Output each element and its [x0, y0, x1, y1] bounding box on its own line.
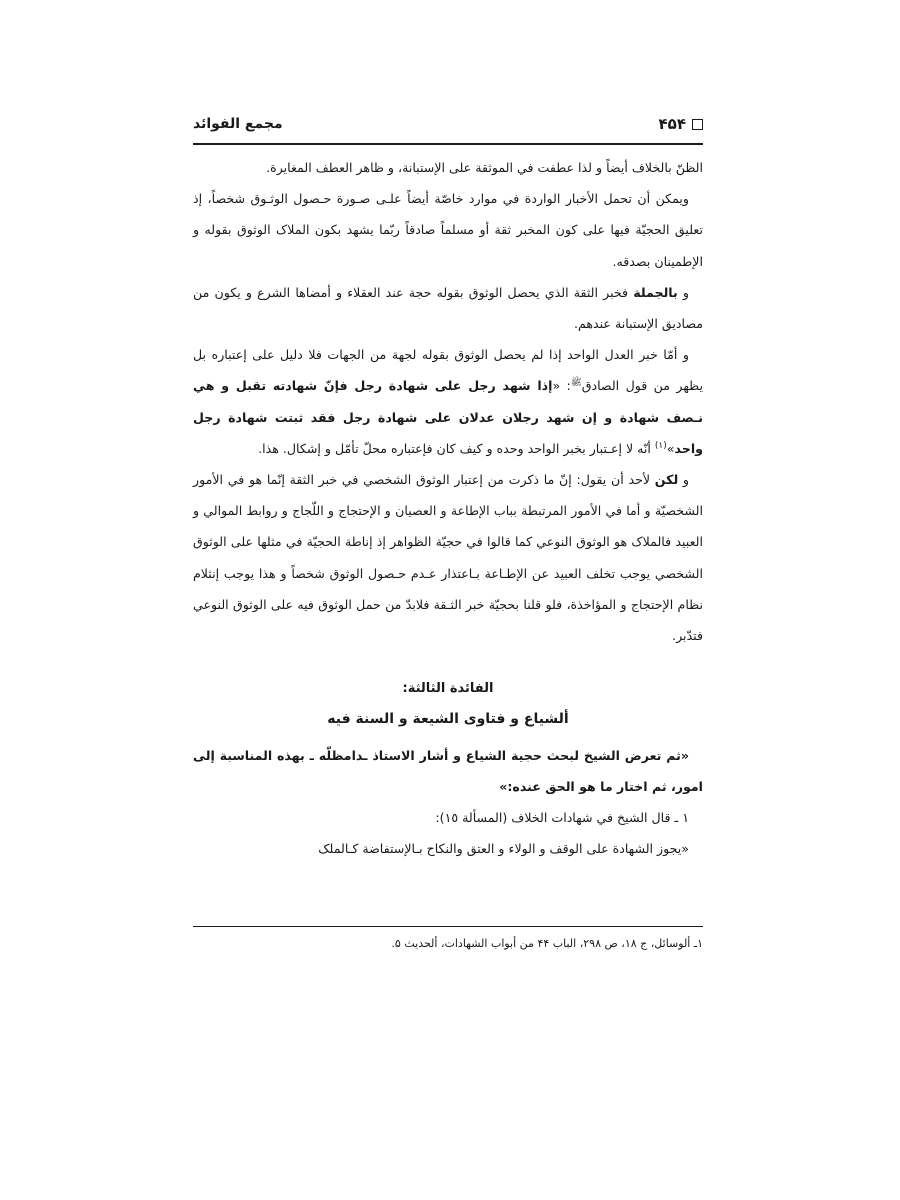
paragraph-5: [193, 464, 703, 651]
paragraph-5-bold: لكن: [654, 472, 679, 488]
paragraph-3: [193, 277, 703, 339]
page-number: ۴۵۴: [658, 115, 686, 133]
editor-note: «ثم تعرض الشيخ لبحث حجية الشياع و أشار الاستاذ ـدامظلّه ـ بهذه المناسبة إلى امور، ثم اختار ما هو الحق عنده:»: [193, 747, 703, 794]
main-text: [193, 152, 703, 864]
paragraph-4-close-quote: »: [666, 440, 675, 456]
header-divider: [193, 143, 703, 145]
book-title: مجمع الفوائد: [193, 116, 283, 132]
section-subheading: ألشياع و فتاوى الشيعة و السنة فيه: [327, 711, 569, 728]
paragraph-3-bold: بالجملة: [633, 284, 678, 300]
paragraph-4-open-quote: : «: [552, 378, 571, 394]
paragraph-2: ويمكن أن تحمل الأخبار الواردة في موارد خاصّة أيضاً علـى صـورة حـصول الوثـوق شخصاً، إذ تعليق الحجيّة فيها على كون المخبر ثقة أو مسلماً صادقاً ربّما يشهد بكون الملاک الوثوق بقوله و الإطمينان بصدقه.: [193, 191, 703, 269]
paragraph-4-lead: و أمّا خبر العدل الواحد إذا لم يحصل الوثوق بقوله لجهة من الجهات فلا دليل على إعتباره بل يظهر من قول الصادق: [193, 347, 704, 394]
square-icon: [692, 119, 703, 130]
paragraph-4-rest: أنّه لا إعـتبار بخبر الواحد وحده و كيف كان فإعتباره محلّ تأمّل و إشكال. هذا.: [258, 440, 655, 456]
paragraph-5-lead: و: [678, 472, 689, 488]
paragraph-1: الظنّ بالخلاف أيضاً و لذا عطفت في الموثقة على الإستبانة، و ظاهر العطف المغايرة.: [266, 160, 703, 175]
paragraph-5-rest: لأحد أن يقول: إنّ ما ذكرت من إعتبار الوثوق الشخصي في خبر الثقة إنّما هو في الأمور الشخصيّة و أما في الأمور المرتبطة بباب الإطاعة و العصيان و الإحتجاج و اللّجاج و روابط الموالي و العبيد فالملاک هو الوثوق النوعي كما قالوا في حجيّة الظواهر إذ إناطة الحجيّة في مثلها على الوثوق الشخصي يوجب تخلف العبيد عن الإطـاعة بـاعتذار عـدم حـصول الوثوق شخصاً و هذا يوجب إنثلام نظام الإحتجاج و المؤاخذة، فلو قلنا بحجيّة خبر الثـقة فلابدّ من حمل الوثوق فيه على الوثوق النوعي فتدّبر.: [193, 472, 703, 644]
list-item-1: ١ ـ قال الشيخ في شهادات الخلاف (المسألة ١٥):: [435, 810, 689, 826]
quoted-text: «يجوز الشهادة على الوقف و الولاء و العتق والنكاح بـالإستفاضة كـالملک: [318, 841, 689, 857]
page-number-block: [659, 115, 703, 133]
honorific-glyph: ﷺ: [570, 378, 582, 389]
section-heading: الفائدة الثالثة:: [402, 681, 494, 697]
footnote-divider: [193, 926, 703, 927]
footnote-marker[interactable]: (١): [654, 440, 667, 451]
footnote: ١ـ ألوسائل، ج ١٨، ص ٢٩٨، الباب ۴۴ من أبواب الشهادات، ألحديث ۵.: [391, 937, 703, 950]
hadith-quote: إذا شهد رجل على شهادة رجل فإنّ شهادته تقبل و هي نـصف شهادة و إن شهد رجلان عدلان على شهادة رجل فقد ثبتت شهادة رجل واحد: [193, 378, 703, 456]
paragraph-3-rest: فخبر الثقة الذي يحصل الوثوق بقوله حجة عند العقلاء و أمضاها الشرع و يكون من مصاديق الإستبانة عندهم.: [193, 284, 703, 332]
paragraph-4: [193, 339, 703, 464]
paragraph-3-lead: و: [677, 284, 690, 300]
running-header: [193, 112, 703, 136]
